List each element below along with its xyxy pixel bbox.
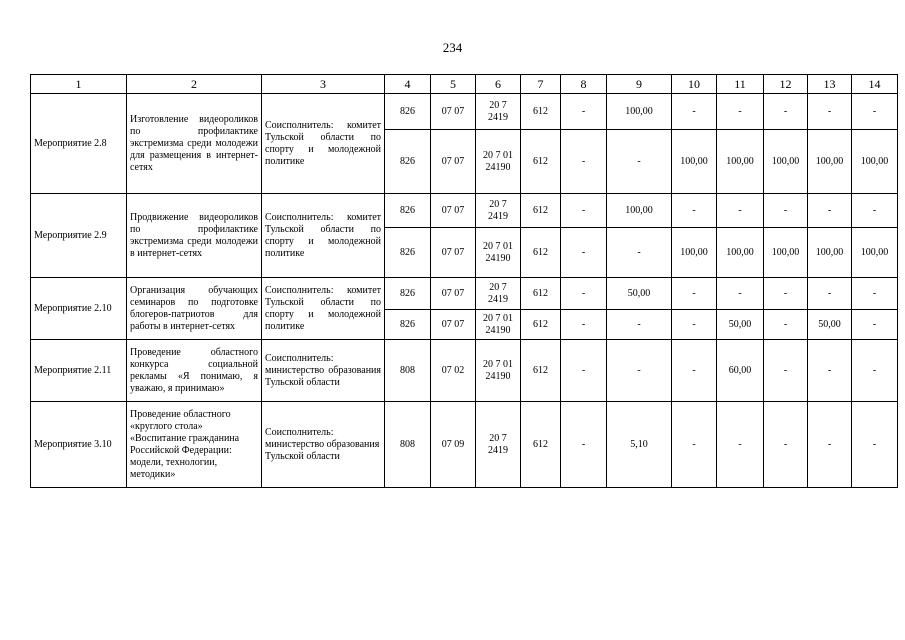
measure-description: Проведение областного «круглого стола» «Воспитание гражданина Российской Федерации: модели, технологии, методики» [127,402,262,488]
cell: - [717,94,764,130]
cell: 100,00 [808,130,852,194]
cell: 07 02 [431,340,476,402]
cell: 100,00 [808,228,852,278]
table-row [31,278,898,310]
measure-executor: Соисполнитель: комитет Тульской области по спорту и молодежной политике [262,94,385,194]
cell: - [808,94,852,130]
cell: - [561,228,607,278]
header-cell: 2 [127,75,262,94]
cell: 826 [385,194,431,228]
measure-executor: Соисполнитель: министерство образования Тульской области [262,340,385,402]
cell: - [672,94,717,130]
cell: - [808,194,852,228]
measure-description: Проведение областного конкурса социальной рекламы «Я понимаю, я уважаю, я принимаю» [127,340,262,402]
cell: 612 [521,402,561,488]
cell: 50,00 [607,278,672,310]
cell: 612 [521,340,561,402]
header-cell: 3 [262,75,385,94]
header-cell: 12 [764,75,808,94]
cell: - [717,194,764,228]
cell: 100,00 [852,228,898,278]
header-cell: 5 [431,75,476,94]
cell: - [808,402,852,488]
measure-executor: Соисполнитель: министерство образования Тульской области [262,402,385,488]
cell: - [561,278,607,310]
cell: 07 07 [431,130,476,194]
cell: - [672,310,717,340]
cell: 100,00 [607,194,672,228]
cell: - [852,340,898,402]
cell: 612 [521,310,561,340]
cell: - [561,194,607,228]
cell: - [764,402,808,488]
cell: - [607,228,672,278]
cell: 100,00 [764,228,808,278]
header-cell: 7 [521,75,561,94]
cell: 07 09 [431,402,476,488]
cell: 826 [385,94,431,130]
header-cell: 10 [672,75,717,94]
header-cell: 8 [561,75,607,94]
measure-executor: Соисполнитель: комитет Тульской области по спорту и молодежной политике [262,278,385,340]
cell: 826 [385,310,431,340]
cell: - [561,94,607,130]
cell: - [561,310,607,340]
cell: 612 [521,94,561,130]
cell: 20 7 2419 [476,278,521,310]
cell: 07 07 [431,310,476,340]
measure-name: Мероприятие 3.10 [31,402,127,488]
table-row [31,194,898,228]
cell: - [561,340,607,402]
cell: 100,00 [717,130,764,194]
cell: - [561,130,607,194]
cell: - [607,340,672,402]
table-row [31,94,898,130]
table-row [31,402,898,488]
header-cell: 11 [717,75,764,94]
cell: - [852,94,898,130]
measure-description: Продвижение видеороликов по профилактике экстремизма среди молодежи в интернет-сетях [127,194,262,278]
header-cell: 14 [852,75,898,94]
cell: 100,00 [672,228,717,278]
cell: 20 7 01 24190 [476,310,521,340]
cell: - [764,94,808,130]
cell: 826 [385,130,431,194]
cell: 5,10 [607,402,672,488]
cell: 826 [385,278,431,310]
cell: - [607,130,672,194]
measure-description: Изготовление видеороликов по профилактике экстремизма среди молодежи для размещения в интернет-сетях [127,94,262,194]
cell: 20 7 2419 [476,194,521,228]
cell: 612 [521,130,561,194]
cell: - [672,194,717,228]
cell: 100,00 [672,130,717,194]
measure-description: Организация обучающих семинаров по подготовке блогеров-патриотов для работы в интернет-сетях [127,278,262,340]
cell: 100,00 [852,130,898,194]
page-number: 234 [442,40,463,55]
header-cell: 13 [808,75,852,94]
cell: 808 [385,340,431,402]
cell: - [808,340,852,402]
cell: 20 7 2419 [476,94,521,130]
cell: 50,00 [808,310,852,340]
cell: - [717,402,764,488]
measure-executor: Соисполнитель: комитет Тульской области по спорту и молодежной политике [262,194,385,278]
cell: 612 [521,228,561,278]
table-row [31,340,898,402]
cell: - [764,310,808,340]
cell: - [717,278,764,310]
measure-name: Мероприятие 2.9 [31,194,127,278]
cell: 20 7 01 24190 [476,130,521,194]
cell: 20 7 2419 [476,402,521,488]
cell: - [852,194,898,228]
header-cell: 9 [607,75,672,94]
header-cell: 6 [476,75,521,94]
cell: - [672,340,717,402]
cell: - [808,278,852,310]
measure-name: Мероприятие 2.10 [31,278,127,340]
cell: 07 07 [431,228,476,278]
cell: - [852,402,898,488]
cell: 100,00 [764,130,808,194]
cell: - [672,278,717,310]
cell: 612 [521,278,561,310]
cell: - [764,194,808,228]
budget-table [30,74,898,488]
cell: 826 [385,228,431,278]
header-cell: 4 [385,75,431,94]
cell: - [672,402,717,488]
cell: - [764,340,808,402]
cell: - [607,310,672,340]
cell: 612 [521,194,561,228]
cell: 20 7 01 24190 [476,340,521,402]
cell: 808 [385,402,431,488]
measure-name: Мероприятие 2.11 [31,340,127,402]
cell: - [764,278,808,310]
cell: 20 7 01 24190 [476,228,521,278]
header-cell: 1 [31,75,127,94]
cell: 07 07 [431,194,476,228]
cell: 60,00 [717,340,764,402]
header-row [31,75,898,94]
cell: - [561,402,607,488]
cell: 50,00 [717,310,764,340]
cell: 100,00 [607,94,672,130]
measure-name: Мероприятие 2.8 [31,94,127,194]
cell: 07 07 [431,278,476,310]
cell: 07 07 [431,94,476,130]
cell: - [852,310,898,340]
cell: - [852,278,898,310]
cell: 100,00 [717,228,764,278]
